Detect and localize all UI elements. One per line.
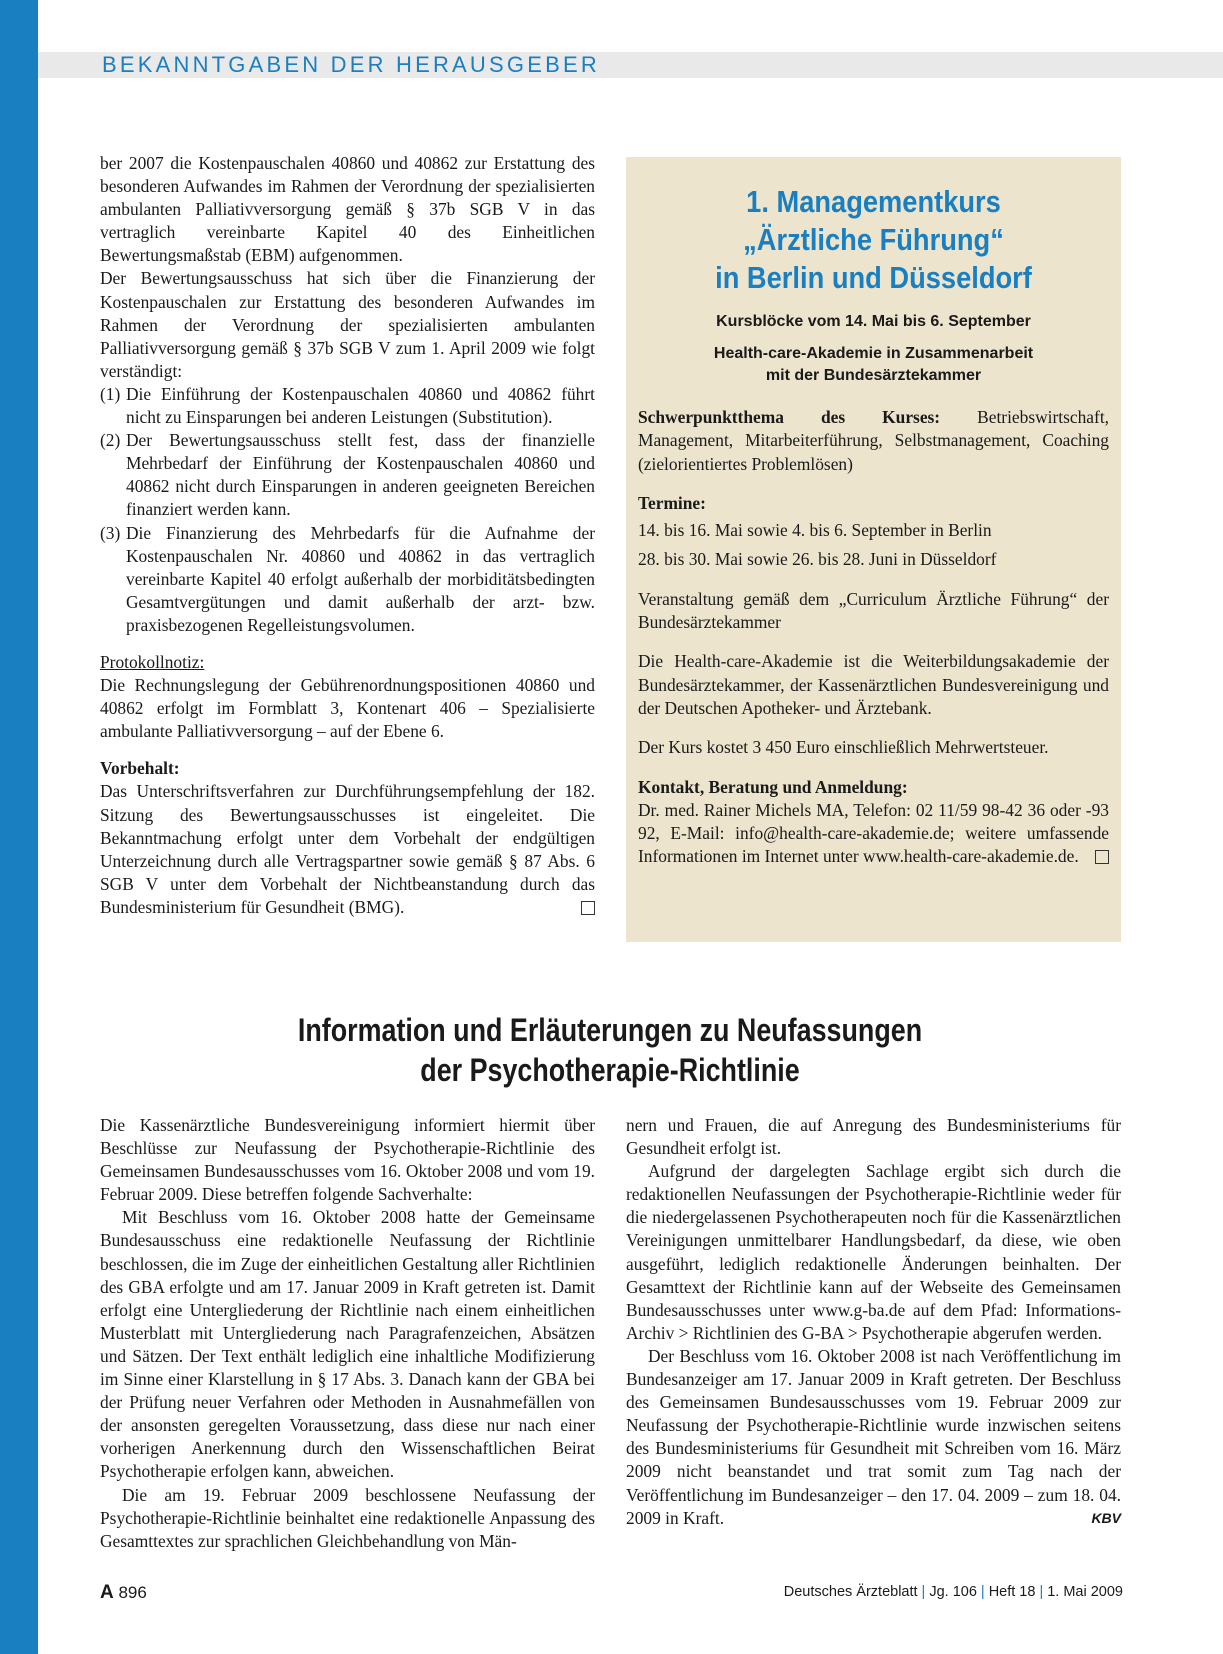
list-number: (3) [100,522,121,543]
paragraph: ber 2007 die Kostenpauschalen 40860 und 40862 zur Erstattung des besonderen Aufwandes im Rahmen der Verordnung der spezialisierten ambulanten Palliativversorgung gemäß § 37b SGB V in das vertraglich vereinbarte Kapitel 40 des Einheitlichen Bewertungsmaßstab (EBM) aufgenommen. [100,153,595,266]
kosten-text: Der Kurs kostet 3 450 Euro einschließlich Mehrwertsteuer. [638,737,1049,758]
termin-duesseldorf: 28. bis 30. Mai sowie 26. bis 28. Juni in Düsseldorf [638,549,997,570]
end-mark-icon [581,901,595,915]
paragraph: Mit Beschluss vom 16. Oktober 2008 hatte der Gemeinsame Bundesausschuss eine redaktionelle Neufassung der Richtlinie beschlossen, die im Zuge der einheitlichen Gestaltung aller Richtlinien des GBA erfolgte und am 17. Januar 2009 in Kraft getreten ist. Damit erfolgt eine Untergliederung der Richtlinie nach einem einheitlichen Musterblatt mit Untergliederung nach Paragrafenzeichen, Absätzen und Sätzen. Der Text enthält lediglich eine inhaltliche Modifizierung im Sinne einer Klarstellung in § 17 Abs. 3. Danach kann der GBA bei der Prüfung neuer Verfahren oder Methoden in Ausnahmefällen von der ansonsten geregelten Voraussetzung, dass diese nur nach einer vorherigen Anerkennung durch den Wissenschaftlichen Beirat Psychotherapie erfolgen kann, abweichen. [100,1207,595,1482]
termin-berlin: 14. bis 16. Mai sowie 4. bis 6. September in Berlin [638,520,992,541]
paragraph: Die am 19. Februar 2009 beschlossene Neufassung der Psychotherapie-Richtlinie beinhaltet eine redaktionelle Anpassung des Gesamttextes zur sprachlichen Gleichbehandlung von Män- [100,1484,595,1551]
paragraph: Der Bewertungsausschuss hat sich über die Finanzierung der Kostenpauschalen zur Erstattung des besonderen Aufwandes im Rahmen der Verordnung der spezialisierten ambulanten Palliativversorgung gemäß § 37b SGB V zum 1. April 2009 wie folgt verständigt: [100,268,595,381]
protokoll-heading: Protokollnotiz: [100,651,205,672]
article-title: Information und Erläuterungen zu Neufassungen der Psychotherapie-Richtlinie [297,1012,923,1088]
left-column-upper [100,152,595,919]
page-number: A 896 [100,1582,147,1603]
paragraph: nern und Frauen, die auf Anregung des Bundesministeriums für Gesundheit erfolgt ist. [626,1115,1121,1159]
list-text: Der Bewertungsausschuss stellt fest, dass der finanzielle Mehrbedarf der Einführung der Kostenpauschalen 40860 und 40862 nicht durch Einsparungen in anderen geeigneten Bereichen finanziert werden kann. [126,430,595,520]
left-accent-bar [0,0,38,1654]
paragraph: Der Beschluss vom 16. Oktober 2008 ist nach Veröffentlichung im Bundesanzeiger am 17. Januar 2009 in Kraft getreten. Der Beschluss des Gemeinsamen Bundesausschusses vom 19. Februar 2009 zur Neufassung der Psychotherapie-Richtlinie wurde inzwischen seitens des Bundesministeriums für Gesundheit mit Schreiben vom 16. März 2009 nicht beanstandet und trat somit zum Tag nach der Veröffentlichung im Bundesanzeiger – den 17. 04. 2009 – zum 18. 04. 2009 in Kraft. KBV [626,1345,1121,1530]
box-subtitle-dates: Kursblöcke vom 14. Mai bis 6. September [716,313,1031,330]
journal-date: 1. Mai 2009 [1047,1584,1123,1600]
signature: KBV [1091,1509,1121,1526]
course-announcement-box [626,157,1121,942]
journal-name: Deutsches Ärzteblatt [783,1584,918,1600]
box-title: 1. Managementkurs „Ärztliche Führung“ in Berlin und Düsseldorf [715,184,1032,295]
schwerpunkt: Schwerpunktthema des Kurses: Betriebswirtschaft, Management, Mitarbeiterführung, Selbstmanagement, Coaching (zielorientiertes Problemlösen) [638,407,1109,474]
list-number: (2) [100,430,121,451]
list-item [100,522,595,637]
list-text: Die Einführung der Kostenpauschalen 40860 und 40862 führt nicht zu Einsparungen bei anderen Leistungen (Substitution). [126,383,595,428]
journal-issue: Heft 18 [988,1584,1036,1600]
protokoll-text: Die Rechnungslegung der Gebührenordnungspositionen 40860 und 40862 erfolgt im Formblatt 3, Kontenart 406 – Spezialisierte ambulante Palliativversorgung – auf der Ebene 6. [100,675,595,742]
section-header: BEKANNTGABEN DER HERAUSGEBER [102,52,600,77]
box-subtitle-organizer: Health-care-Akademie in Zusammenarbeit mit der Bundesärztekammer [713,345,1034,384]
kontakt-label: Kontakt, Beratung und Anmeldung: [638,776,908,797]
paragraph: Aufgrund der dargelegten Sachlage ergibt sich durch die redaktionellen Neufassungen der Psychotherapie-Richtlinie weder für die niedergelassenen Psychotherapeuten noch für die Kassenärztlichen Vereinigungen unmittelbarer Handlungsbedarf, da diese, wie oben ausgeführt, lediglich redaktionelle Änderungen beinhalten. Der Gesamttext der Richtlinie kann auf der Webseite des Gemeinsamen Bundesausschusses unter www.g-ba.de auf dem Pfad: Informations-Archiv > Richtlinien des G-BA > Psychotherapie abgerufen werden. [626,1161,1121,1343]
kontakt-text: Dr. med. Rainer Michels MA, Telefon: 02 11/59 98-42 36 oder -93 92, E-Mail: info@health-care-akademie.de; weitere umfassende Informationen im Internet unter www.health-care-akademie.de. [638,799,1109,867]
box-body [638,406,1109,869]
curriculum-text: Veranstaltung gemäß dem „Curriculum Ärztliche Führung“ der Bundesärztekammer [638,588,1109,633]
akademie-text: Die Health-care-Akademie ist die Weiterbildungsakademie der Bundesärztekammer, der Kassenärztlichen Bundesvereinigung und der Deutschen Apotheker- und Ärztebank. [638,651,1109,718]
journal-info: Deutsches Ärzteblatt | Jg. 106 | Heft 18 | 1. Mai 2009 [783,1584,1123,1600]
list-number: (1) [100,383,121,404]
paragraph: Die Kassenärztliche Bundesvereinigung informiert hiermit über Beschlüsse zur Neufassung der Psychotherapie-Richtlinie des Gemeinsamen Bundesausschusses vom 16. Oktober 2008 und vom 19. Februar 2009. Diese betreffen folgende Sachverhalte: [100,1115,595,1205]
article-left-column [100,1114,595,1553]
vorbehalt-text: Das Unterschriftsverfahren zur Durchführungsempfehlung der 182. Sitzung des Bewertungsausschusses ist eingeleitet. Die Bekanntmachung erfolgt unter dem Vorbehalt der endgültigen Unterzeichnung durch alle Vertragspartner sowie gemäß § 87 Abs. 6 SGB V unter dem Vorbehalt der Nichtbeanstandung durch das Bundesministerium für Gesundheit (BMG). [100,781,595,917]
end-mark-icon [1095,850,1109,864]
vorbehalt-heading: Vorbehalt: [100,758,180,779]
journal-volume: Jg. 106 [929,1584,977,1600]
list-item [100,383,595,429]
article-right-column [626,1114,1121,1530]
list-item [100,429,595,521]
list-text: Die Finanzierung des Mehrbedarfs für die Aufnahme der Kostenpauschalen Nr. 40860 und 40862 in das vertraglich vereinbarte Kapitel 40 erfolgt außerhalb der morbiditätsbedingten Gesamtvergütungen und damit außerhalb der arzt- bzw. praxisbezogenen Regelleistungsvolumen. [126,522,595,635]
termine-label: Termine: [638,492,706,513]
